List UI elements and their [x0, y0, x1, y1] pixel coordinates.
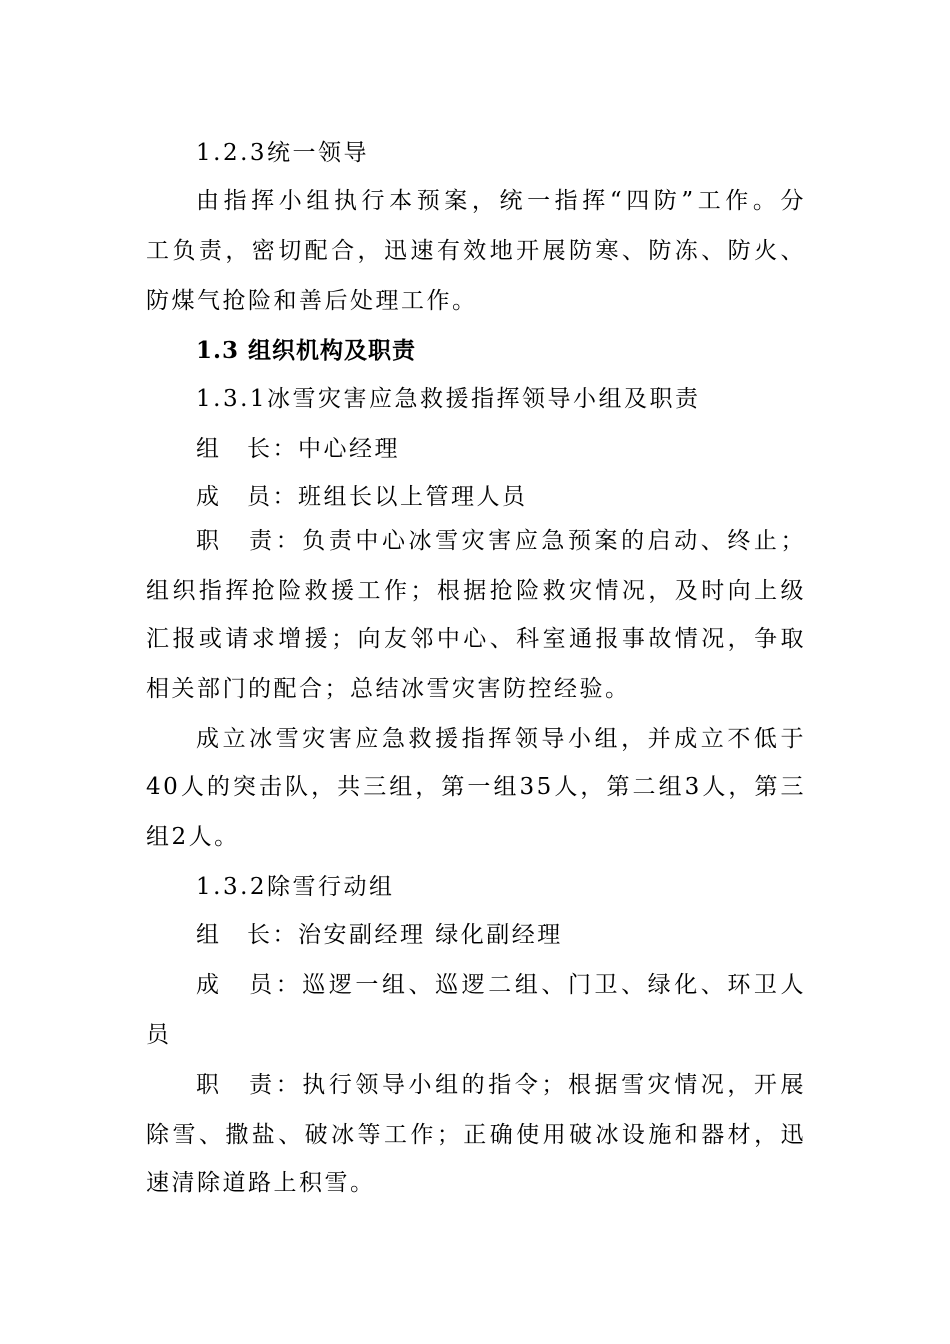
members-line: 成 员：班组长以上管理人员	[196, 484, 528, 510]
leader-line: 组 长：治安副经理 绿化副经理	[196, 922, 563, 948]
subsection-title-1-3-2: 1.3.2除雪行动组	[196, 874, 395, 900]
paragraph-line: 相关部门的配合；总结冰雪灾害防控经验。	[146, 676, 631, 702]
duties-line: 职 责：执行领导小组的指令；根据雪灾情况，开展	[196, 1072, 806, 1098]
members-line: 成 员：巡逻一组、巡逻二组、门卫、绿化、环卫人	[196, 972, 806, 998]
paragraph-line: 汇报或请求增援；向友邻中心、科室通报事故情况，争取	[146, 626, 806, 652]
paragraph-line: 除雪、撒盐、破冰等工作；正确使用破冰设施和器材，迅	[146, 1122, 806, 1148]
leader-line: 组 长：中心经理	[196, 436, 400, 462]
paragraph-line: 由指挥小组执行本预案，统一指挥“四防”工作。分	[196, 188, 806, 214]
paragraph-line: 组织指挥抢险救援工作；根据抢险救灾情况，及时向上级	[146, 578, 806, 604]
subsection-title-1-2-3: 1.2.3统一领导	[196, 140, 370, 166]
subsection-title-1-3-1: 1.3.1冰雪灾害应急救援指挥领导小组及职责	[196, 386, 701, 412]
paragraph-line: 防煤气抢险和善后处理工作。	[146, 288, 478, 314]
paragraph-line: 40人的突击队，共三组，第一组35人，第二组3人，第三	[146, 774, 806, 800]
section-heading-1-3: 1.3 组织机构及职责	[196, 337, 417, 364]
duties-line: 职 责：负责中心冰雪灾害应急预案的启动、终止；	[196, 528, 806, 554]
paragraph-line: 组2人。	[146, 824, 240, 850]
paragraph-line: 工负责，密切配合，迅速有效地开展防寒、防冻、防火、	[146, 238, 806, 264]
paragraph-line: 速清除道路上积雪。	[146, 1170, 376, 1196]
paragraph-line: 成立冰雪灾害应急救援指挥领导小组，并成立不低于	[196, 726, 806, 752]
paragraph-line: 员	[146, 1022, 172, 1048]
